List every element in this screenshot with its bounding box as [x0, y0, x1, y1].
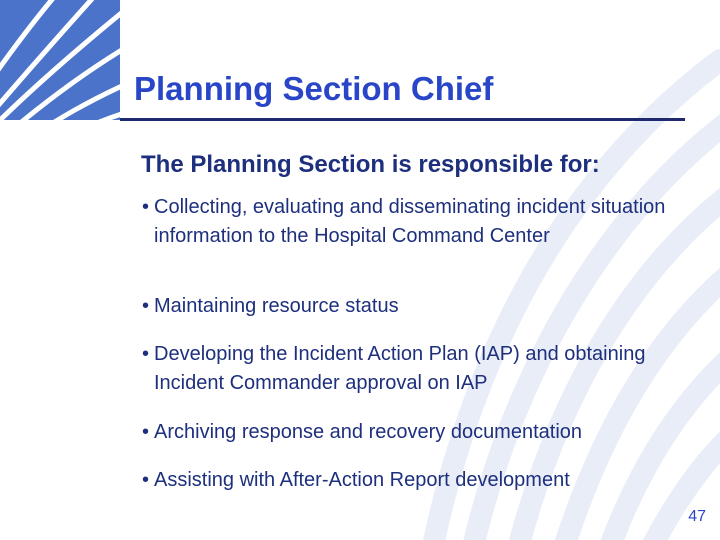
bullet-symbol: •	[142, 469, 150, 491]
bullet-text: Developing the Incident Action Plan (IAP) and obtaining Incident Commander approval on IAP	[154, 343, 646, 394]
slide-title: Planning Section Chief	[134, 70, 494, 107]
bullet-text: Archiving response and recovery documentation	[154, 421, 583, 443]
bullet-symbol: •	[142, 343, 150, 365]
title-divider	[120, 118, 685, 121]
curved-stripes-logo-icon	[0, 0, 120, 120]
bullet-text: Maintaining resource status	[154, 295, 399, 317]
bullet-text: Assisting with After-Action Report development	[154, 469, 570, 491]
bullet-item	[142, 193, 699, 251]
bullet-text: Collecting, evaluating and disseminating incident situation information to the Hospital Command Center	[154, 196, 666, 247]
bullet-item	[142, 466, 699, 495]
bullet-item	[142, 340, 699, 398]
bullet-item	[142, 418, 699, 447]
slide-subtitle: The Planning Section is responsible for:	[141, 151, 600, 178]
page-number: 47	[688, 508, 706, 525]
bullet-symbol: •	[142, 295, 150, 317]
bullet-item	[142, 292, 699, 321]
bullet-symbol: •	[142, 196, 150, 218]
bullet-symbol: •	[142, 421, 150, 443]
